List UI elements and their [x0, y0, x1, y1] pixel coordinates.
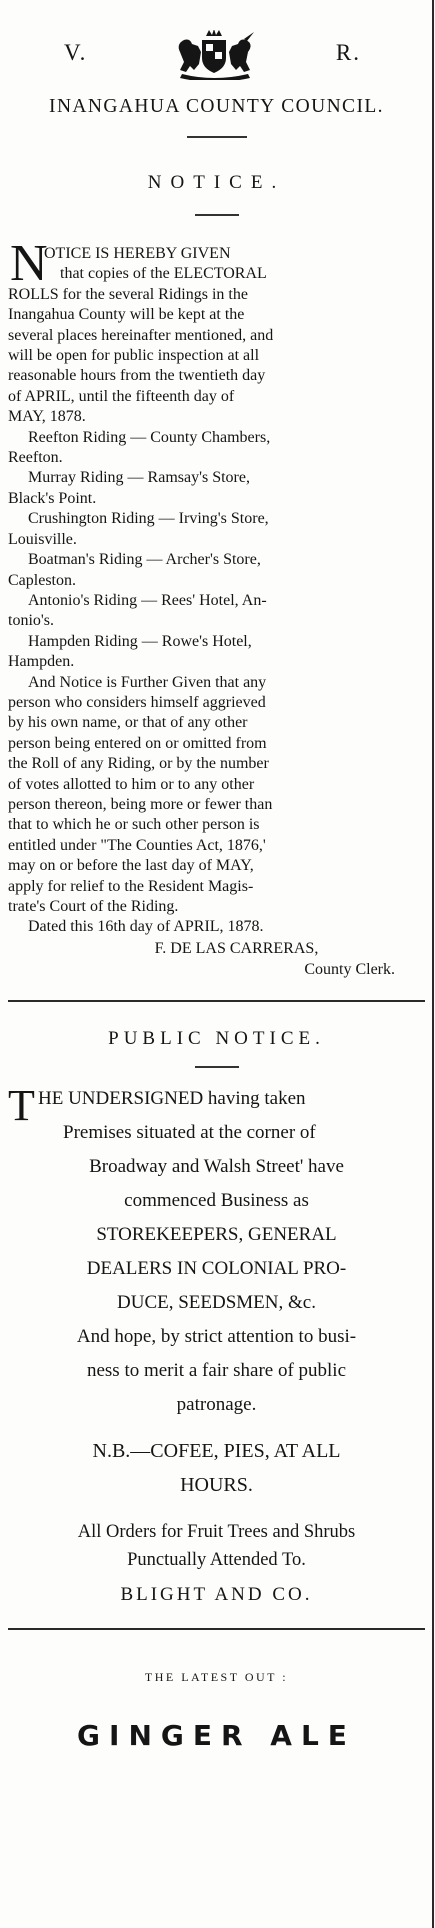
section-divider [8, 1000, 425, 1002]
further-line: And Notice is Further Given that any [28, 673, 267, 691]
notice-line: ROLLS for the several Ridings in the [8, 285, 248, 303]
section-divider [8, 1628, 425, 1630]
divider [195, 214, 239, 216]
public-line: Broadway and Walsh Street' have [89, 1155, 344, 1177]
public-line: DUCE, SEEDSMEN, &c. [117, 1291, 316, 1313]
riding-line: Hampden Riding — Rowe's Hotel, [28, 632, 252, 650]
public-line: commenced Business as [124, 1189, 309, 1211]
riding-line: Antonio's Riding — Rees' Hotel, An- [28, 591, 267, 609]
public-line: DEALERS IN COLONIAL PRO- [86, 1257, 347, 1279]
riding-line: Murray Riding — Ramsay's Store, [28, 469, 250, 487]
public-notice-body [8, 1082, 425, 1422]
firm-name: BLIGHT AND CO. [120, 1583, 313, 1605]
orders-line: Punctually Attended To. [127, 1549, 306, 1570]
ad-product: GINGER ALE [77, 1718, 356, 1752]
notice-line: several places hereinafter mentioned, and [8, 326, 274, 344]
nb-note [8, 1434, 425, 1502]
public-line: HE UNDERSIGNED having taken [38, 1087, 306, 1109]
drop-cap: T [8, 1080, 35, 1130]
notice-line: reasonable hours from the twentieth day [8, 367, 266, 385]
public-line: patronage. [176, 1393, 257, 1415]
further-line: apply for relief to the Resident Magis- [8, 877, 254, 895]
riding-line: Crushington Riding — Irving's Store, [28, 510, 269, 528]
column-rule [432, 0, 434, 1928]
further-line: the Roll of any Riding, or by the number [8, 755, 269, 773]
riding-location: Capleston. [8, 571, 76, 589]
public-line: STOREKEEPERS, GENERAL [96, 1223, 337, 1245]
riding-location: Black's Point. [8, 489, 97, 507]
public-opening [8, 1080, 425, 1130]
further-line: entitled under "The Counties Act, 1876,' [8, 836, 266, 854]
public-notice-title: PUBLIC NOTICE. [108, 1027, 325, 1049]
riding-location: Reefton. [8, 449, 63, 467]
further-line: may on or before the last day of MAY, [8, 857, 254, 875]
riding-location: tonio's. [8, 612, 54, 630]
nb-line: HOURS. [180, 1473, 253, 1496]
further-line: trate's Court of the Riding. [8, 898, 179, 915]
riding-location: Hampden. [8, 653, 75, 671]
orders-note [8, 1518, 425, 1574]
notice-title: NOTICE. [147, 172, 286, 193]
further-line: person being entered on or omitted from [8, 734, 267, 752]
notice-line: Inangahua County will be kept at the [8, 306, 245, 324]
masthead [8, 0, 425, 80]
council-heading: INANGAHUA COUNTY COUNCIL. [49, 96, 384, 117]
notice-line: of APRIL, until the fifteenth day of [8, 387, 235, 405]
further-line: of votes allotted to him or to any other [8, 775, 255, 793]
further-line: that to which he or such other person is [8, 816, 260, 834]
public-line: ness to merit a fair share of public [86, 1359, 347, 1381]
notice-opening [8, 235, 425, 292]
notice-line: that copies of the ELECTORAL [60, 265, 267, 283]
dated-line: Dated this 16th day of APRIL, 1878. [28, 918, 264, 936]
nb-line: N.B.—COFEE, PIES, AT ALL [92, 1439, 341, 1462]
notice-line: MAY, 1878. [8, 408, 86, 426]
notice-line: OTICE IS HEREBY GIVEN [44, 245, 231, 262]
drop-cap: N [10, 235, 48, 292]
riding-line: Reefton Riding — County Chambers, [28, 428, 271, 446]
ad-kicker: THE LATEST OUT : [144, 1669, 289, 1684]
public-line: And hope, by strict attention to busi- [76, 1325, 357, 1347]
electoral-notice [8, 235, 425, 938]
further-line: person who considers himself aggrieved [8, 693, 266, 711]
divider [195, 1066, 239, 1068]
riding-line: Boatman's Riding — Archer's Store, [28, 551, 261, 569]
signature-title: County Clerk. [304, 960, 395, 978]
crest-left-letter: V. [64, 40, 88, 65]
crest-right-letter: R. [335, 40, 361, 65]
signature-name: F. DE LAS CARRERAS, [154, 939, 319, 957]
public-line: Premises situated at the corner of [63, 1121, 316, 1143]
further-line: by his own name, or that of any other [8, 714, 248, 732]
notice-line: will be open for public inspection at all [8, 347, 260, 365]
further-line: person thereon, being more or fewer than [8, 795, 273, 813]
orders-line: All Orders for Fruit Trees and Shrubs [77, 1521, 356, 1542]
riding-location: Louisville. [8, 530, 77, 548]
divider [187, 136, 247, 138]
royal-coat-of-arms-icon [168, 30, 260, 80]
